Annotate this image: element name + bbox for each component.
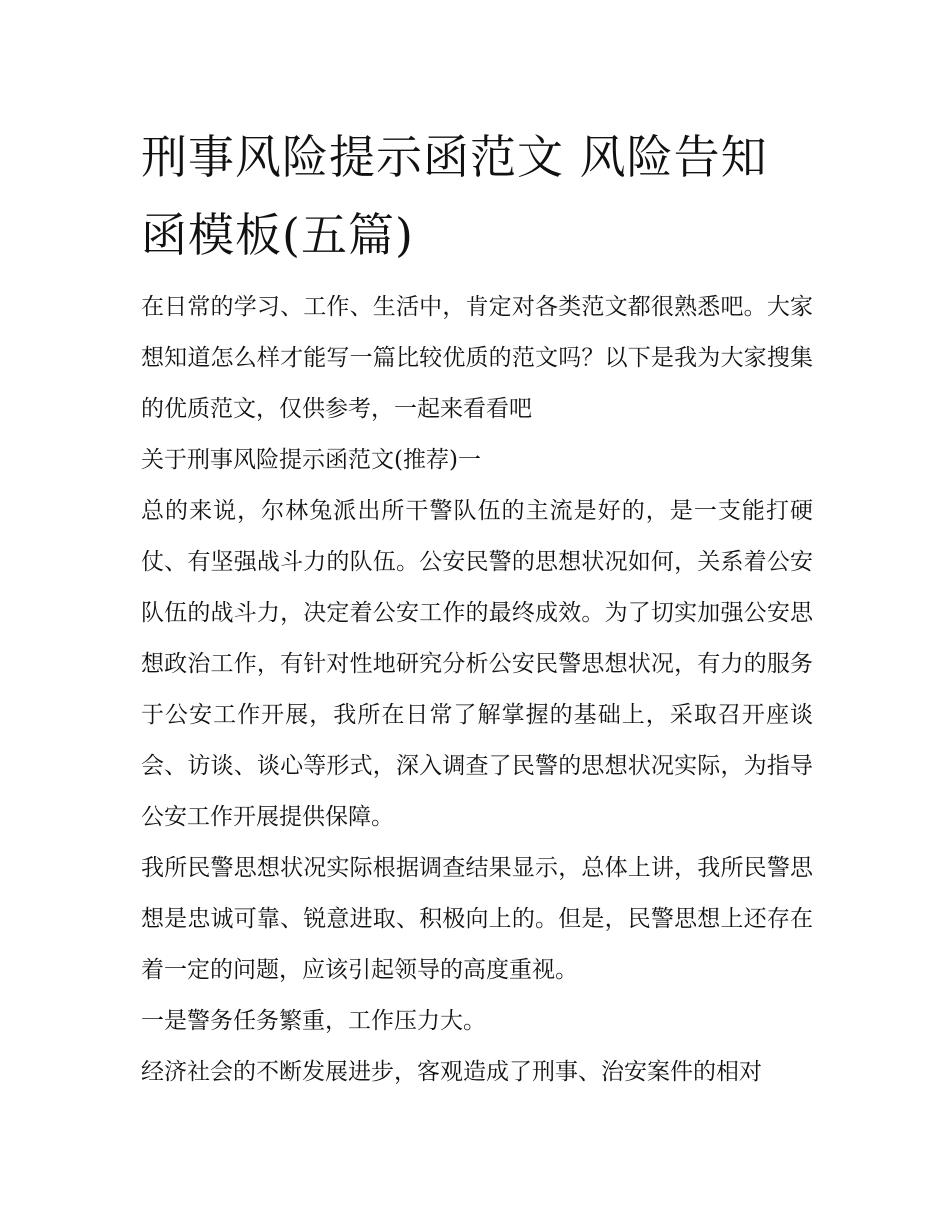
intro-paragraph: 在日常的学习、工作、生活中，肯定对各类范文都很熟悉吧。大家想知道怎么样才能写一篇比较优质的范文吗？以下是我为大家搜集的优质范文，仅供参考，一起来看看吧 [141,294,813,422]
point-heading: 一是警务任务繁重，工作压力大。 [141,1008,486,1034]
body-paragraph: 总的来说，尔林兔派出所干警队伍的主流是好的，是一支能打硬仗、有坚强战斗力的队伍。公安民警的思想状况如何，关系着公安队伍的战斗力，决定着公安工作的最终成效。为了切实加强公安思想政治工作，有针对性地研究分析公安民警思想状况，有力的服务于公安工作开展，我所在日常了解掌握的基础上，采取召开座谈会、访谈、谈心等形式，深入调查了民警的思想状况实际，为指导公安工作开展提供保障。 [141,498,813,830]
document-title: 刑事风险提示函范文 风险告知函模板(五篇) [141,130,768,262]
body-paragraph: 经济社会的不断发展进步，客观造成了刑事、治安案件的相对 [141,1059,762,1085]
section-heading: 关于刑事风险提示函范文(推荐)一 [141,447,481,473]
body-paragraph: 我所民警思想状况实际根据调查结果显示，总体上讲，我所民警思想是忠诚可靠、锐意进取、积极向上的。但是，民警思想上还存在着一定的问题，应该引起领导的高度重视。 [141,855,813,983]
document-body [141,118,813,1098]
